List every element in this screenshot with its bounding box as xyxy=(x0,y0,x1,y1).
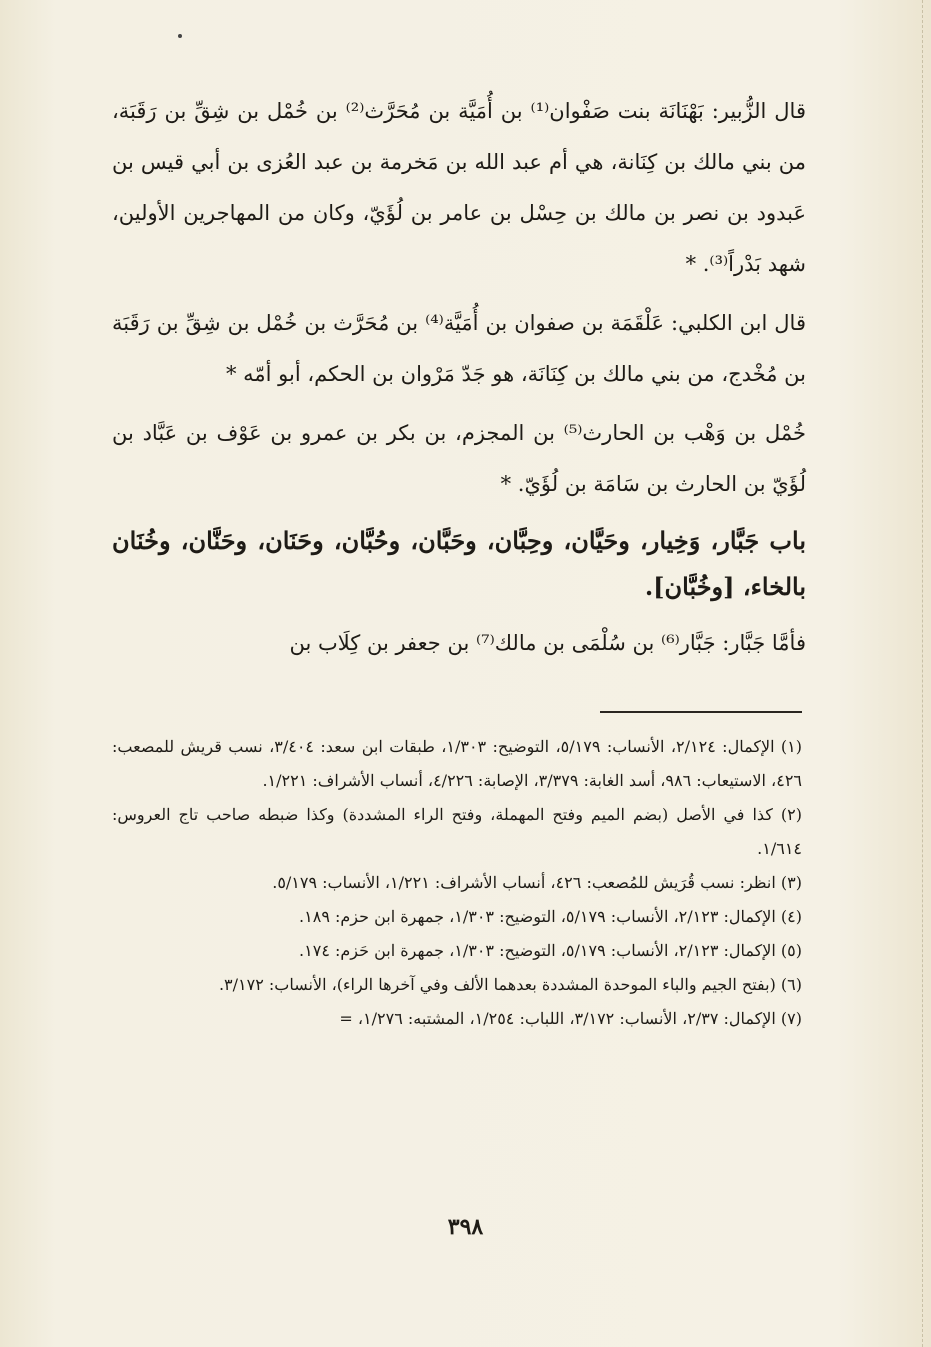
paragraph-4: فأمَّا جَبَّار: جَبَّار⁽⁶⁾ بن سُلْمَى بن مالك⁽⁷⁾ بن جعفر بن كِلَاب بن xyxy=(289,631,806,655)
section-heading: باب جَبَّار، وَخِيار، وحَيَّان، وحِبَّان، وحَبَّان، وحُبَّان، وحَنَان، وحَنَّان، وخُنَان بالخاء، [وخُبَّان]. xyxy=(112,526,806,601)
footnote-7: (٧) الإكمال: ٢/٣٧، الأنساب: ٣/١٧٢، اللباب: ١/٢٥٤، المشتبه: ١/٢٧٦، = xyxy=(339,1009,802,1028)
footnotes xyxy=(112,730,802,1036)
footnote-1: (١) الإكمال: ٢/١٢٤، الأنساب: ٥/١٧٩، التوضيح: ١/٣٠٣، طبقات ابن سعد: ٣/٤٠٤، نسب قريش للمصعب: ٤٢٦، الاستيعاب: ٩٨٦، أسد الغابة: ٣/٣٧٩، الإصابة: ٤/٢٢٦، أنساب الأشراف: ١/٢٢١. xyxy=(112,737,802,790)
page-number: ٣٩٨ xyxy=(447,1214,484,1240)
page-edge-line xyxy=(922,0,923,1347)
footnote-separator xyxy=(600,711,802,713)
footnote-4: (٤) الإكمال: ٢/١٢٣، الأنساب: ٥/١٧٩، التوضيح: ١/٣٠٣، جمهرة ابن حزم: ١٨٩. xyxy=(299,907,802,926)
footnote-2: (٢) كذا في الأصل (بضم الميم وفتح المهملة، وفتح الراء المشددة) وكذا ضبطه صاحب تاج العروس: ١/٦١٤. xyxy=(112,805,802,858)
ink-dot xyxy=(178,34,182,38)
main-text xyxy=(112,86,806,669)
paragraph-1: قال الزُّبير: بَهْنَانَة بنت صَفْوان⁽¹⁾ بن أُمَيَّة بن مُحَرَّث⁽²⁾ بن خُمْل بن شِقِّ بن رَقَبَة، من بني مالك بن كِنَانة، هي أم عبد الله بن مَخرمة بن عبد العُزى بن أبي قيس بن عَبدود بن نصر بن مالك بن حِسْل بن عامر بن لُؤَيّ، وكان من المهاجرين الأولين، شهد بَدْراً⁽³⁾. * xyxy=(112,99,806,276)
paragraph-3: خُمْل بن وَهْب بن الحارث⁽⁵⁾ بن المجزم، بن بكر بن عمرو بن عَوْف بن عَبَّاد بن لُؤَيّ بن الحارث بن سَامَة بن لُؤَيّ. * xyxy=(112,421,807,496)
footnote-5: (٥) الإكمال: ٢/١٢٣، الأنساب: ٥/١٧٩، التوضيح: ١/٣٠٣، جمهرة ابن حَزم: ١٧٤. xyxy=(299,941,802,960)
footnote-3: (٣) انظر: نسب قُرَيش للمُصعب: ٤٢٦، أنساب الأشراف: ١/٢٢١، الأنساب: ٥/١٧٩. xyxy=(272,873,802,892)
footnote-6: (٦) (بفتح الجيم والباء الموحدة المشددة بعدهما الألف وفي آخرها الراء)، الأنساب: ٣/١٧٢. xyxy=(218,975,802,994)
paragraph-2: قال ابن الكلبي: عَلْقَمَة بن صفوان بن أُمَيَّة⁽⁴⁾ بن مُحَرَّث بن خُمْل بن شِقِّ بن رَقَبَة بن مُخْدج، من بني مالك بن كِنَانَة، هو جَدّ مَرْوان بن الحكم، أبو أمّه * xyxy=(112,311,806,386)
